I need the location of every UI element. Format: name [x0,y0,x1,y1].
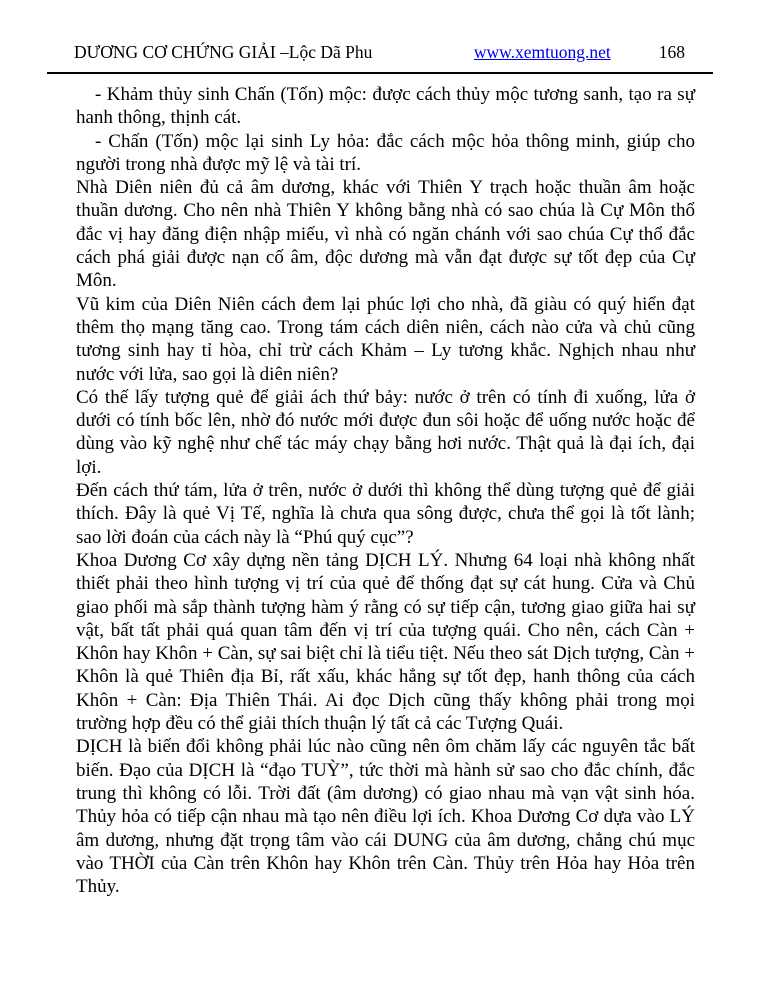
body-paragraph: - Khảm thủy sinh Chấn (Tốn) mộc: được cách thủy mộc tương sanh, tạo ra sự hanh thông, thịnh cát. [76,84,695,129]
body-paragraph: DỊCH là biến đổi không phải lúc nào cũng nên ôm chăm lấy các nguyên tắc bất biến. Đạo của DỊCH là “đạo TUỲ”, tức thời mà hành sử sao cho đắc chính, đắc trung thì không có lỗi. Trời đất (âm dương) có giao nhau mà vạn vật sinh hóa. Thủy hỏa có tiếp cận nhau mà tạo nên điều lợi ích. Khoa Dương Cơ dựa vào LÝ âm dương, nhưng đặt trọng tâm vào cái DUNG của âm dương, chẳng chú mục vào THỜI của Càn trên Khôn hay Khôn trên Càn. Thủy trên Hỏa hay Hỏa trên Thủy. [76,736,695,898]
website-link[interactable]: www.xemtuong.net [473,42,611,62]
body-paragraph: Khoa Dương Cơ xây dựng nền tảng DỊCH LÝ. Nhưng 64 loại nhà không nhất thiết phải theo hình tượng vị trí của quẻ để thống đạt sự cát hung. Cửa và Chủ giao phối mà sắp thành tượng hàm ý rằng có sự tiếp cận, tương giao giữa hai sự vật, bất tất phải quá quan tâm đến vị trí của tượng quái. Cho nên, cách Càn + Khôn hay Khôn + Càn, sự sai biệt chỉ là tiểu tiệt. Nếu theo sát Dịch tượng, Càn + Khôn là quẻ Thiên địa Bỉ, rất xấu, khác hẳng sự tốt đẹp, hanh thông của cách Khôn + Càn: Địa Thiên Thái. Ai đọc Dịch cũng thấy không phải trong mọi trường hợp đều có thể giải thích thuận lý tất cả các Tượng Quái. [76,549,695,735]
body-paragraph: Nhà Diên niên đủ cả âm dương, khác với Thiên Y trạch hoặc thuần âm hoặc thuần dương. Cho nên nhà Thiên Y không bằng nhà có sao chúa là Cự Môn thổ đắc vị hay đăng điện nhập miếu, vì nhà có ngăn chánh với sao chúa Cự thổ đắc cách phá giải được nạn cố âm, độc dương mà vẫn đạt được sự tốt đẹp của Cự Môn. [76,177,695,292]
body-paragraph: Đến cách thứ tám, lửa ở trên, nước ở dưới thì không thể dùng tượng quẻ để giải thích. Đây là quẻ Vị Tế, nghĩa là chưa qua sông được, chưa thể gọi là tốt lành; sao lời đoán của cách này là “Phú quý cục”? [76,480,695,548]
body-paragraph: Vũ kim của Diên Niên cách đem lại phúc lợi cho nhà, đã giàu có quý hiển đạt thêm thọ mạng tăng cao. Trong tám cách diên niên, cách nào cửa và chủ cũng tương sinh hay tỉ hòa, chỉ trừ cách Khảm – Ly tương khắc. Nghịch nhau như nước với lửa, sao gọi là diên niên? [76,293,695,385]
body-paragraph: - Chấn (Tốn) mộc lại sinh Ly hỏa: đắc cách mộc hỏa thông minh, giúp cho người trong nhà được mỹ lệ và tài trí. [76,130,695,175]
document-body [0,74,765,898]
page-header [0,0,765,63]
body-paragraph: Có thế lấy tượng quẻ để giải ách thứ bảy: nước ở trên có tính đi xuống, lửa ở dưới có tính bốc lên, nhờ đó nước mới được đun sôi hoặc để uống nước hoặc để dùng vào kỹ nghệ như chế tác máy chạy bằng hơi nước. Thật quả là đại ích, đại lợi. [76,386,695,478]
header-title: DƯƠNG CƠ CHỨNG GIẢI –Lộc Dã Phu [74,42,373,62]
page-number: 168 [658,42,685,62]
